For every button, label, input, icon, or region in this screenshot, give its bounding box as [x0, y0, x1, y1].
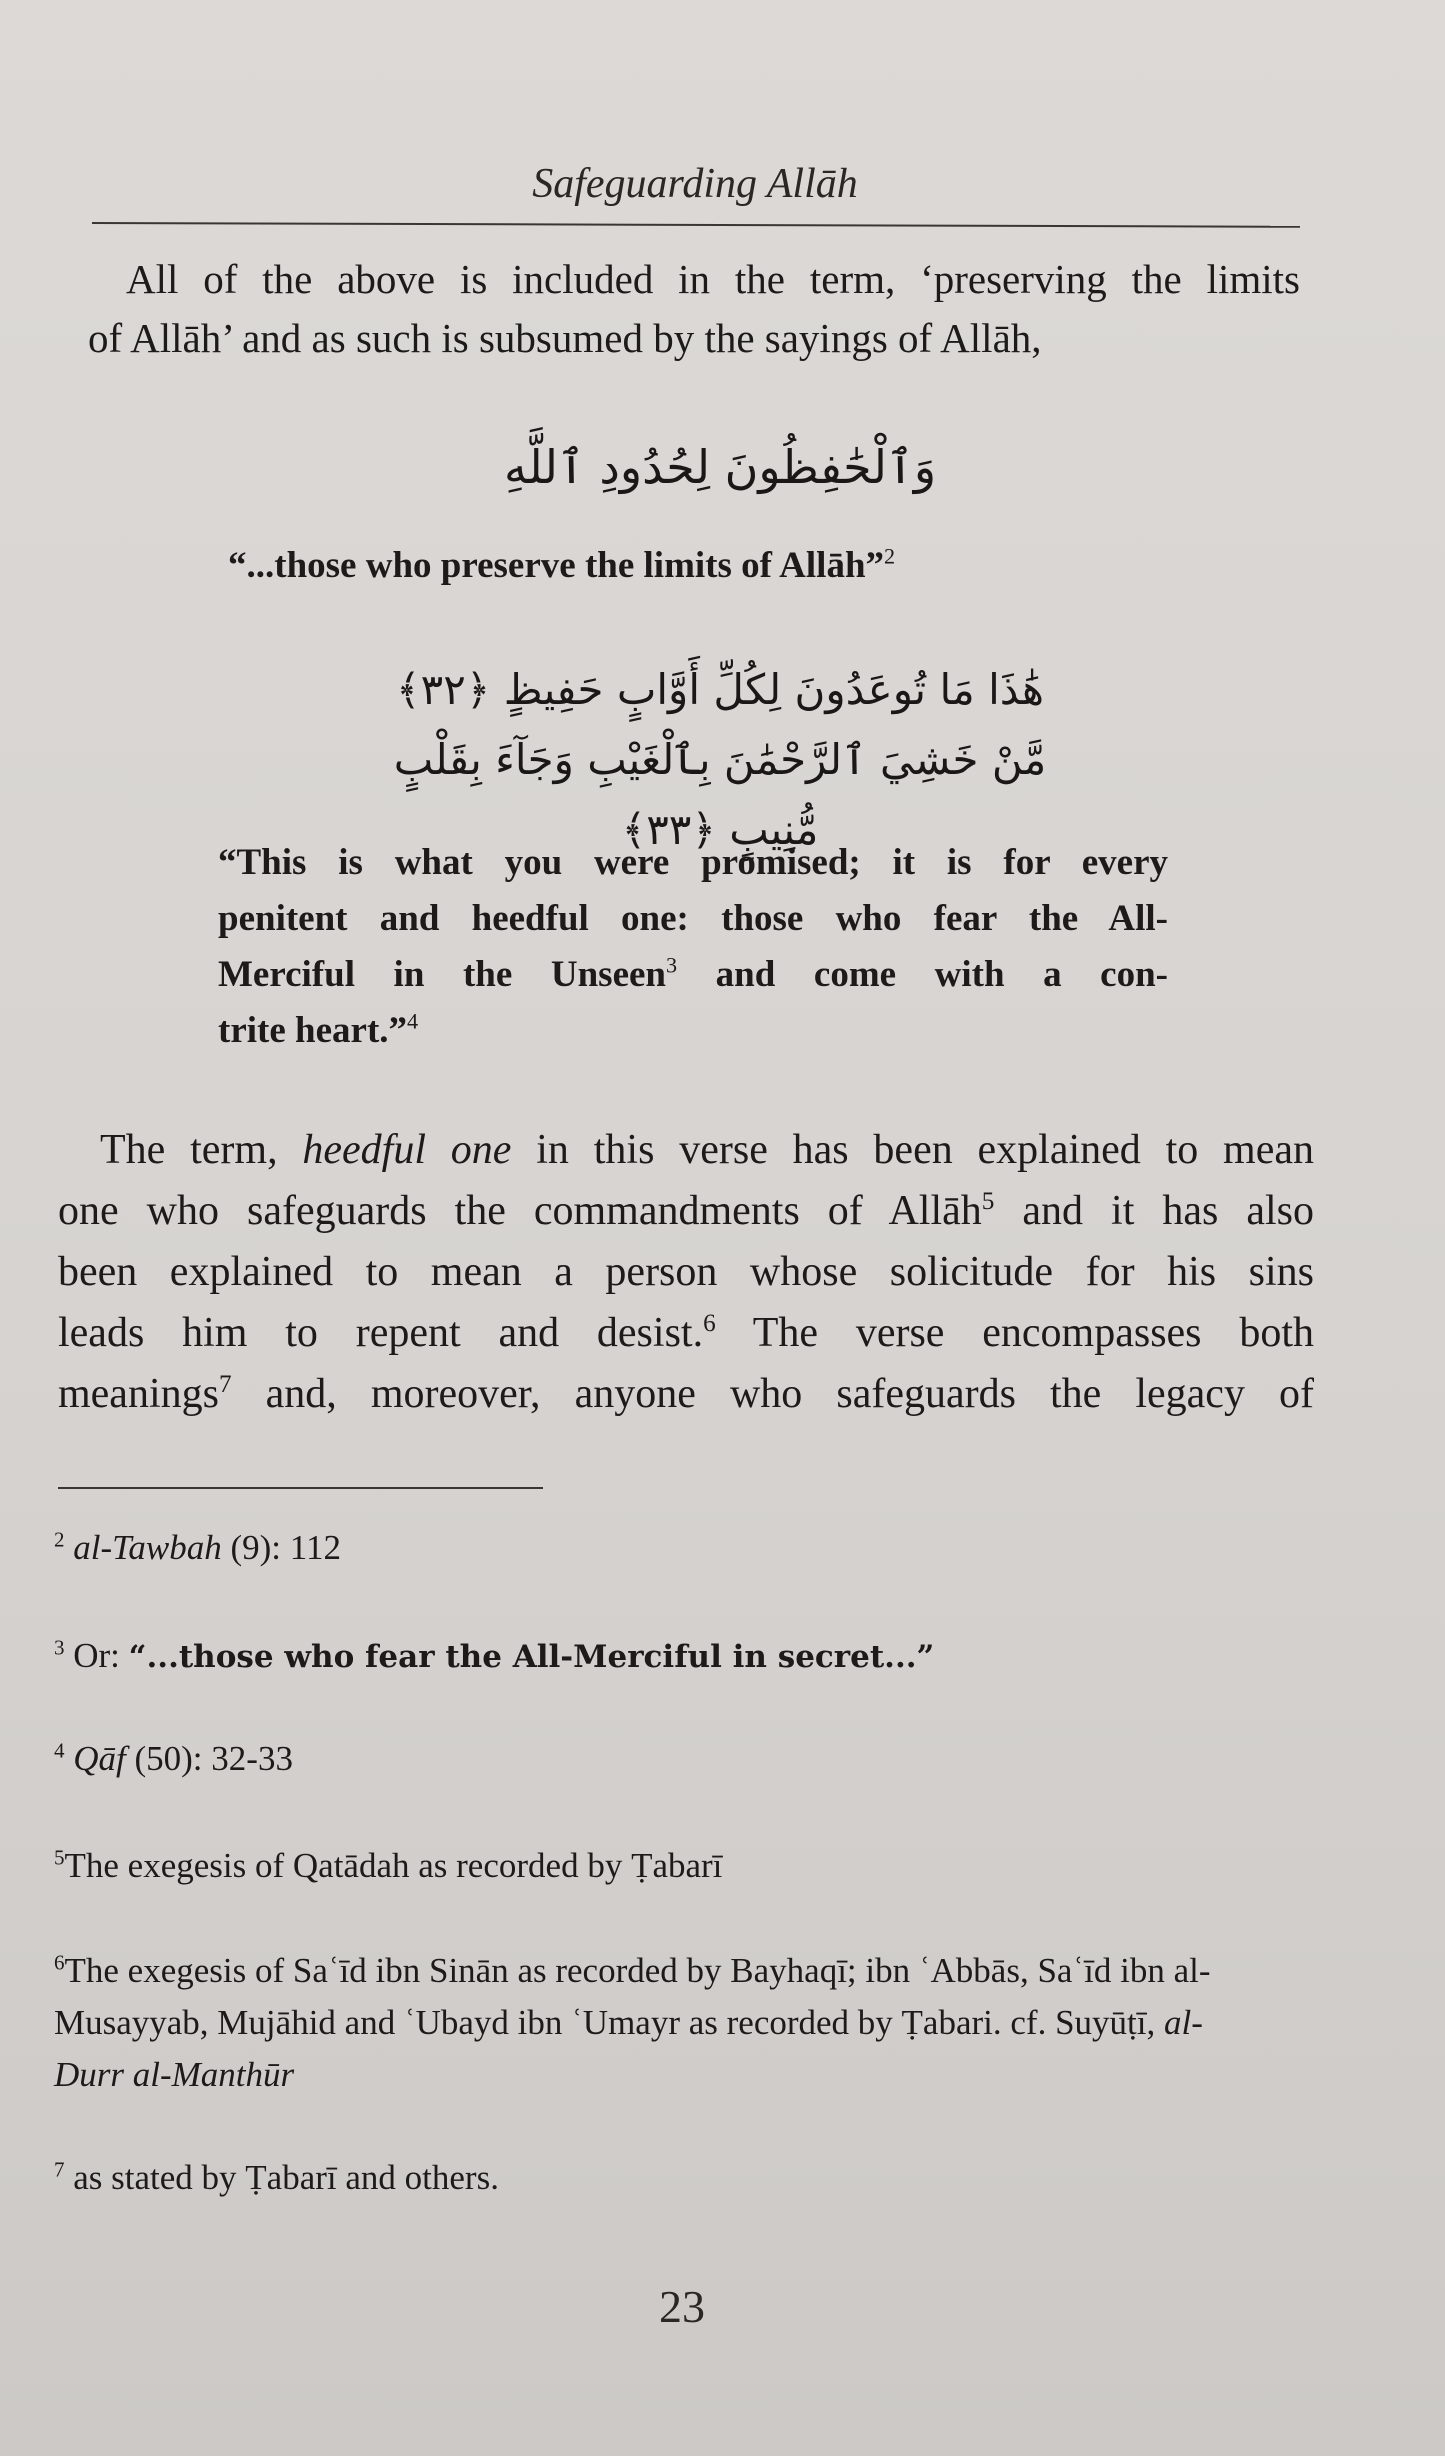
text-run: leads him to repent and desist. — [58, 1310, 704, 1356]
paragraph-line: of Allāh’ and as such is subsumed by the sayings of Allāh, — [88, 315, 1042, 361]
footnote-ref: 6 — [703, 1310, 716, 1337]
footnote-number: 2 — [54, 1527, 65, 1552]
quran-verse-translation-block — [218, 835, 1168, 1059]
footnote-2 — [54, 1522, 1324, 1574]
header-rule — [92, 222, 1300, 228]
footnote-ref: 3 — [666, 952, 678, 978]
footnote-text: Or: — [64, 1636, 129, 1675]
footnote-number: 4 — [54, 1738, 65, 1763]
text-run: one who safeguards the commandments of Allāh — [58, 1188, 982, 1234]
footnote-number: 3 — [54, 1635, 65, 1660]
footnote-ref: 2 — [884, 543, 896, 569]
arabic-line: مَّنْ خَشِيَ ٱلرَّحْمَٰنَ بِٱلْغَيْبِ وَجَآءَ بِقَلْبٍ مُّنِيبٍ ﴿٣٣﴾ — [393, 735, 1047, 854]
footnote-ref: 7 — [218, 1371, 232, 1398]
footnote-text: Musayyab, Mujāhid and ʿUbayd ibn ʿUmayr as recorded by Ṭabari. cf. Suyūṭī, — [54, 2003, 1164, 2042]
footnote-italic: al- — [1164, 2003, 1203, 2042]
footnote-ref: 4 — [407, 1008, 419, 1034]
footnote-5 — [54, 1840, 1324, 1892]
paragraph-line — [58, 1364, 1314, 1425]
footnote-bold: “...those who fear the All-Merciful in secret...” — [128, 1639, 935, 1675]
arabic-line: هَٰذَا مَا تُوعَدُونَ لِكُلِّ أَوَّابٍ حَفِيظٍ ﴿٣٢﴾ — [396, 665, 1044, 714]
translation-text: Merciful in the Unseen — [218, 954, 666, 995]
footnote-ref: 5 — [981, 1188, 995, 1215]
footnote-text: The exegesis of Saʿīd ibn Sinān as recorded by Bayhaqī; ibn ʿAbbās, Saʿīd ibn al- — [64, 1951, 1211, 1990]
text-run: and, moreover, anyone who safeguards the legacy of — [231, 1371, 1314, 1417]
translation-line: “This is what you were promised; it is for every — [218, 842, 1168, 883]
translation-text: “...those who preserve the limits of Allāh” — [228, 545, 885, 586]
paragraph-line — [58, 1120, 1314, 1181]
paragraph-explanation — [58, 1120, 1314, 1425]
quran-verse-translation — [228, 538, 1128, 594]
footnote-3 — [54, 1630, 1324, 1683]
footnote-number: 6 — [54, 1950, 65, 1975]
footnote-7 — [54, 2152, 1324, 2204]
footnote-4 — [54, 1733, 1324, 1785]
footnote-italic: Durr al-Manthūr — [54, 2055, 295, 2094]
quran-verse-arabic: وَٱلْحَٰفِظُونَ لِحُدُودِ ٱللَّهِ — [503, 440, 937, 494]
footnote-italic: al-Tawbah — [73, 1528, 222, 1567]
footnote-line — [54, 2049, 1324, 2101]
running-head: Safeguarding Allāh — [532, 161, 858, 207]
translation-line-3 — [218, 947, 1168, 1003]
footnote-rule — [58, 1487, 543, 1489]
page-number: 23 — [659, 2281, 705, 2332]
paragraph-intro — [88, 250, 1300, 368]
translation-text: and come with a con- — [677, 954, 1168, 995]
text-run: The term, — [100, 1127, 303, 1173]
footnote-text: The exegesis of Qatādah as recorded by Ṭabarī — [64, 1846, 723, 1885]
footnote-number: 7 — [54, 2157, 65, 2182]
translation-text: trite heart.” — [218, 1010, 408, 1051]
paragraph-line — [58, 1181, 1314, 1242]
footnote-line — [54, 1945, 1324, 1997]
footnote-line — [54, 1997, 1324, 2049]
paragraph-line: All of the above is included in the term, ‘preserving the limits — [126, 256, 1300, 302]
text-run: and it has also — [994, 1188, 1315, 1234]
text-run: in this verse has been explained to mean — [511, 1127, 1315, 1173]
paragraph-line — [58, 1303, 1314, 1364]
footnote-text: as stated by Ṭabarī and others. — [64, 2158, 499, 2197]
footnote-text: (9): 112 — [221, 1528, 341, 1567]
quran-verse-arabic-block — [360, 655, 1080, 865]
paragraph-line: been explained to mean a person whose solicitude for his sins — [58, 1249, 1314, 1295]
text-run: The verse encompasses both — [715, 1310, 1315, 1356]
emphasis: heedful one — [302, 1127, 512, 1173]
footnote-6 — [54, 1945, 1324, 2101]
translation-line: penitent and heedful one: those who fear the All- — [218, 898, 1168, 939]
text-run: meanings — [58, 1371, 219, 1417]
translation-line-4 — [218, 1003, 1168, 1059]
footnote-text: (50): 32-33 — [125, 1739, 293, 1778]
footnote-number: 5 — [54, 1845, 65, 1870]
footnote-italic: Qāf — [73, 1739, 126, 1778]
